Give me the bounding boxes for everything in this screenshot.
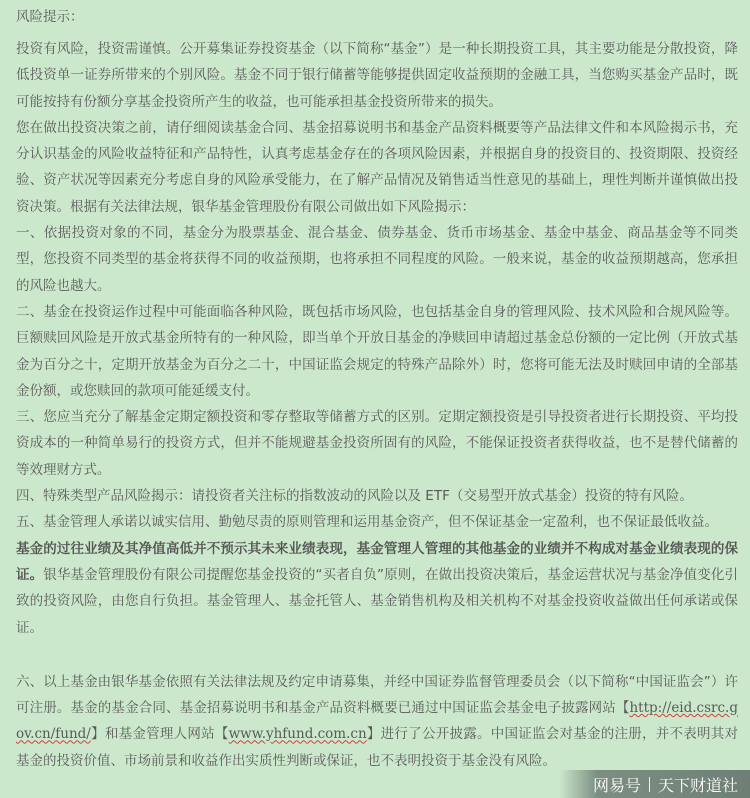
watermark-platform: 网易号 (592, 775, 641, 795)
paragraph-item-6 (16, 669, 738, 774)
watermark-overlay (559, 770, 750, 798)
paragraph-item-2: 二、基金在投资运作过程中可能面临各种风险，既包括市场风险，也包括基金自身的管理风险、技术风险和合规风险等。巨额赎回风险是开放式基金所特有的一种风险，即当单个开放日基金的净赎回申请超过基金总份额的一定比例（开放式基金为百分之十，定期开放基金为百分之二十，中国证监会规定的特殊产品除外）时，您将可能无法及时赎回申请的全部基金份额，或您赎回的款项可能延缓支付。 (16, 303, 738, 399)
yhfund-website-link[interactable]: www.yhfund.com.cn (228, 726, 367, 743)
watermark-account: 天下财道社 (657, 775, 738, 795)
paragraph-before-investing: 您在做出投资决策之前，请仔细阅读基金合同、基金招募说明书和基金产品资料概要等产品法律文件和本风险揭示书，充分认识基金的风险收益特征和产品特性，认真考虑基金存在的各项风险因素，并根据自身的投资目的、投资期限、投资经验、资产状况等因素充分考虑自身的风险承受能力，在了解产品情况及销售适当性意见的基础上，理性判断并谨慎做出投资决策。根据有关法律法规，银华基金管理股份有限公司做出如下风险揭示： (16, 119, 738, 215)
item-6-text-c: 】进行了公开披露。中国证监会对基金的注册，并不表明其对基金的投资价值、市场前景和收益作出实质性判断或保证，也不表明投资于基金没有风险。 (16, 726, 739, 769)
item-6-text-a: 六、以上基金由银华基金依照有关法律法规及约定申请募集，并经中国证券监督管理委员会（以下简称“中国证监会”）许可注册。基金的基金合同、基金招募说明书和基金产品资料概要已通过中国证监会基金电子披露网站【 (16, 673, 738, 717)
item-6-text-b: 】和基金管理人网站【 (90, 726, 229, 743)
past-performance-rest: 银华基金管理股份有限公司提醒您基金投资的“买者自负”原则，在做出投资决策后，基金运营状况与基金净值变化引致的投资风险，由您自行负担。基金管理人、基金托管人、基金销售机构及相关机构不对基金投资收益做出任何承诺或保证。 (16, 566, 738, 636)
paragraph-intro: 投资有风险，投资需谨慎。公开募集证券投资基金（以下简称“基金”）是一种长期投资工具，其主要功能是分散投资，降低投资单一证券所带来的个别风险。基金不同于银行储蓄等能够提供固定收益预期的金融工具，当您购买基金产品时，既可能按持有份额分享基金投资所产生的收益，也可能承担基金投资所带来的损失。 (16, 41, 738, 110)
csrc-disclosure-link[interactable]: http://eid.csrc.gov.cn/fund/ (16, 700, 738, 743)
paragraph-item-1: 一、依据投资对象的不同，基金分为股票基金、混合基金、债券基金、货币市场基金、基金中基金、商品基金等不同类型，您投资不同类型的基金将获得不同的收益预期，也将承担不同程度的风险。一般来说，基金的收益预期越高，您承担的风险也越大。 (16, 225, 738, 294)
past-performance-bold-statement: 基金的过往业绩及其净值高低并不预示其未来业绩表现，基金管理人管理的其他基金的业绩并不构成对基金业绩表现的保证。 (16, 540, 738, 583)
paragraph-item-3: 三、您应当充分了解基金定期定额投资和零存整取等储蓄方式的区别。定期定额投资是引导投资者进行长期投资、平均投资成本的一种简单易行的投资方式，但并不能规避基金投资所固有的风险，不能保证投资者获得收益，也不是替代储蓄的等效理财方式。 (16, 409, 738, 478)
watermark-divider (649, 777, 650, 792)
document-heading: 风险提示： (16, 9, 84, 25)
paragraph-item-4: 四、特殊类型产品风险揭示：请投资者关注标的指数波动的风险以及 ETF（交易型开放式基金）投资的特有风险。 (16, 488, 693, 505)
paragraph-item-5: 五、基金管理人承诺以诚实信用、勤勉尽责的原则管理和运用基金资产，但不保证基金一定盈利，也不保证最低收益。 (16, 514, 718, 531)
risk-disclosure-document (16, 4, 738, 774)
paragraph-past-performance (16, 536, 738, 641)
